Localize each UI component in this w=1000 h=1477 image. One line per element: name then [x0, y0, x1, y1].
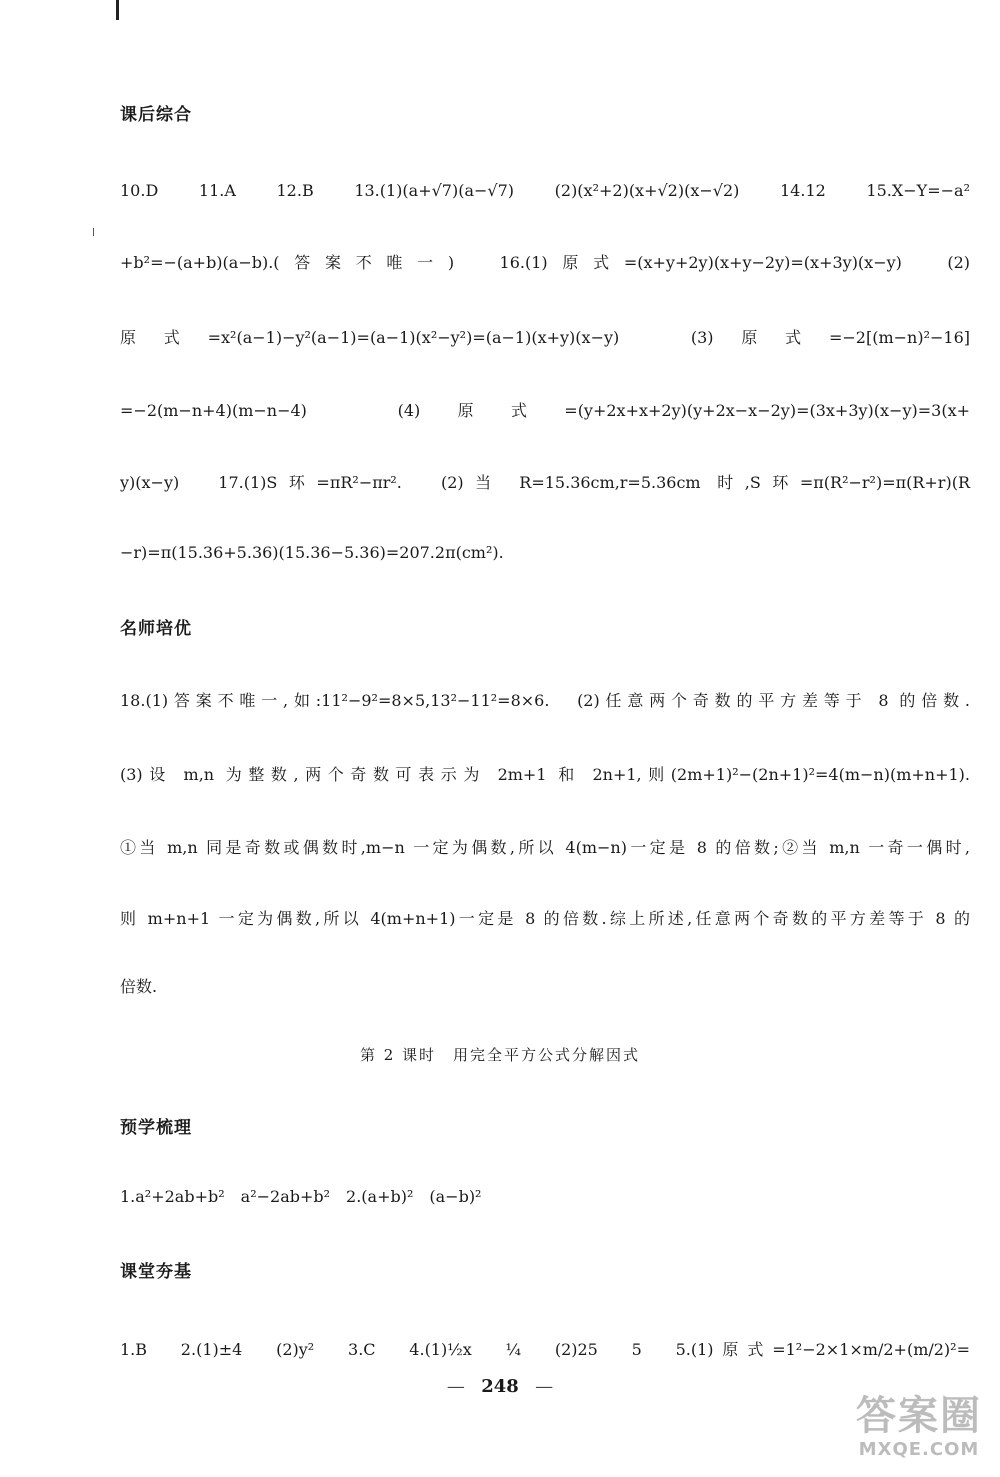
scan-edge-mark-left — [93, 228, 94, 236]
answer-line: 10.D 11.A 12.B 13.(1)(a+√7)(a−√7) (2)(x²+2)(x+√2)(x−√2) 14.12 15.X−Y=−a² — [120, 181, 970, 200]
answer-line: −r)=π(15.36+5.36)(15.36−5.36)=207.2π(cm²). — [120, 543, 504, 562]
lesson-title: 第 2 课时 用完全平方公式分解因式 — [359, 1046, 641, 1064]
heading-classroom: 课堂夯基 — [120, 1262, 192, 1282]
classroom-answer-line: 1.B 2.(1)±4 (2)y² 3.C 4.(1)½x ¼ (2)25 5 5.(1)原式=1²−2×1×m/2+(m/2)²= — [120, 1340, 970, 1359]
heading-preview: 预学梳理 — [120, 1118, 192, 1138]
answer-line: 倍数. — [120, 977, 158, 996]
page-number: 248 — [481, 1376, 519, 1397]
watermark-url: MXQE.COM — [858, 1439, 980, 1460]
answer-line: y)(x−y) 17.(1)S环=πR²−πr². (2)当 R=15.36cm,r=5.36cm 时,S环=π(R²−r²)=π(R+r)(R — [120, 473, 970, 492]
answer-line: ①当 m,n 同是奇数或偶数时,m−n 一定为偶数,所以 4(m−n)一定是 8 的倍数;②当 m,n 一奇一偶时, — [120, 838, 970, 857]
answer-line: =−2(m−n+4)(m−n−4) (4)原式=(y+2x+x+2y)(y+2x−x−2y)=(3x+3y)(x−y)=3(x+ — [120, 401, 970, 420]
watermark-logo — [844, 1393, 994, 1473]
answer-line: (3)设 m,n 为整数,两个奇数可表示为 2m+1 和 2n+1,则(2m+1)²−(2n+1)²=4(m−n)(m+n+1). — [120, 765, 970, 784]
scan-edge-mark — [116, 0, 119, 20]
answer-line: +b²=−(a+b)(a−b).(答案不唯一) 16.(1)原式=(x+y+2y)(x+y−2y)=(x+3y)(x−y) (2) — [120, 253, 970, 272]
heading-master-teacher: 名师培优 — [120, 619, 192, 639]
answer-line: 18.(1)答案不唯一,如:11²−9²=8×5,13²−11²=8×6. (2)任意两个奇数的平方差等于 8 的倍数. — [120, 691, 970, 710]
watermark-logo-text: 答案圈 — [856, 1393, 982, 1439]
preview-answer-line: 1.a²+2ab+b² a²−2ab+b² 2.(a+b)² (a−b)² — [120, 1187, 482, 1206]
answer-line: 原式=x²(a−1)−y²(a−1)=(a−1)(x²−y²)=(a−1)(x+y)(x−y) (3)原式=−2[(m−n)²−16] — [120, 328, 970, 347]
answer-line: 则 m+n+1 一定为偶数,所以 4(m+n+1)一定是 8 的倍数.综上所述,任意两个奇数的平方差等于 8 的 — [120, 909, 970, 928]
footer-dash: — — [446, 1376, 465, 1397]
heading-after-class: 课后综合 — [120, 105, 192, 125]
footer-dash: — — [535, 1376, 554, 1397]
